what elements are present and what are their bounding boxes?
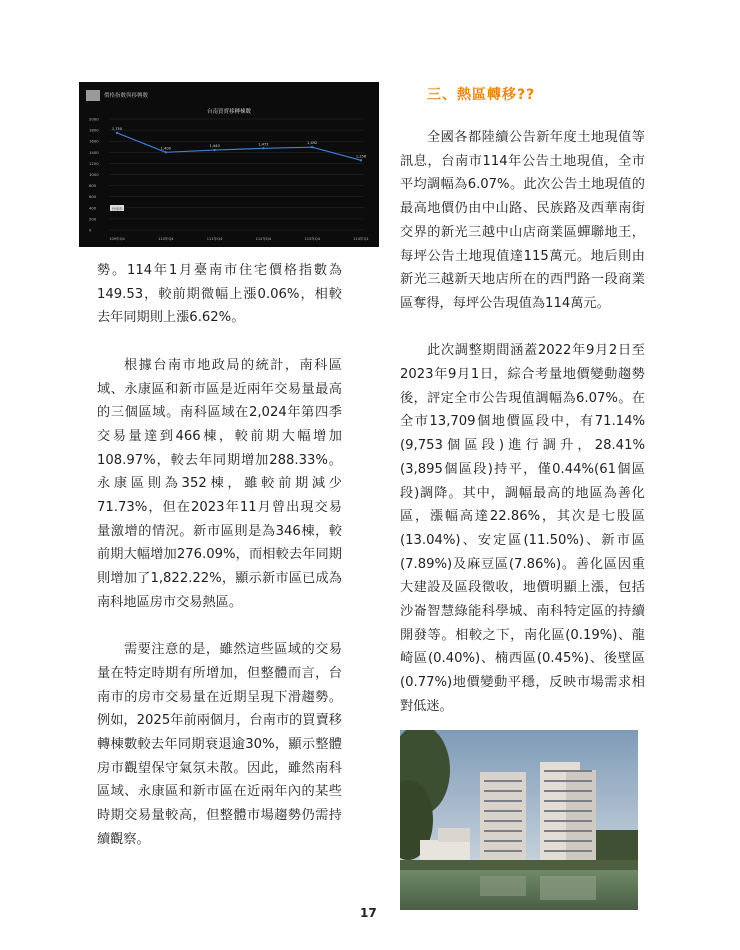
- chart-y-tick-label: 1200: [89, 160, 99, 166]
- chart-x-tick-label: 113年Q4: [304, 237, 320, 241]
- chart-data-point: [360, 159, 362, 161]
- chart-data-point: [262, 147, 264, 149]
- left-paragraph-1: 勢。114年1月臺南市住宅價格指數為149.53，較前期微幅上漲0.06%，相較去年同期則上漲6.62%。: [97, 263, 342, 326]
- chart-y-tick-label: 0: [89, 227, 92, 233]
- chart-svg: [79, 82, 379, 247]
- chart-series-line: [117, 133, 361, 160]
- right-paragraph-2: 此次調整期間涵蓋2022年9月2日至2023年9月1日，綜合考量地價變動趨勢後，評定全市公告現值調幅為6.07%。在全市13,709個地價區段中，有71.14%(9,753個區段)進行調升，28.41%(3,895個區段)持平，僅0.44%(61個區段)調降。其中，調幅最高的地區為善化區，漲幅高達22.86%，其次是七股區(13.04%)、安定區(11.50%)、新市區(7.89%)及麻豆區(7.86%)。善化區因重大建設及區段徵收，地價明顯上漲，包括沙崙智慧綠能科學城、南科特定區的持續開發等。相較之下，南化區(0.19%)、龍崎區(0.40%)、楠西區(0.45%)、後壁區(0.77%)地價變動平穩，反映市場需求相對低迷。: [400, 343, 645, 714]
- chart-data-label: 1,440: [209, 144, 220, 149]
- chart-x-tick-label: 112年Q4: [255, 237, 272, 241]
- building-photo-svg: [400, 730, 638, 910]
- right-column: [400, 126, 645, 719]
- chart-x-tick-label: 109年Q4: [109, 237, 125, 241]
- chart-y-tick-label: 2000: [89, 116, 99, 122]
- chart-data-point: [213, 149, 215, 151]
- section-heading: 三、熱區轉移??: [427, 87, 536, 103]
- left-paragraph-3: 需要注意的是，雖然這些區域的交易量在特定時期有所增加，但整體而言，台南市的房市交易量在近期呈現下滑趨勢。例如，2025年前兩個月，台南市的買賣移轉棟數較去年同期衰退逾30%，顯示整體房市觀望保守氣氛未散。因此，雖然南科區域、永康區和新市區在近兩年內的某些時期交易量較高，但整體市場趨勢仍需持續觀察。: [97, 642, 342, 847]
- chart-legend-label: 台南市: [111, 206, 123, 211]
- left-column: [97, 259, 342, 852]
- chart-y-tick-label: 200: [89, 216, 97, 222]
- chart-title: 台南買賣移轉棟數: [206, 109, 252, 115]
- building-photo: [400, 730, 638, 910]
- page-number: 17: [360, 906, 377, 920]
- chart-y-tick-label: 1400: [89, 149, 99, 155]
- chart-data-label: 1,472: [258, 142, 269, 147]
- right-paragraph-1: 全國各都陸續公告新年度土地現值等訊息，台南市114年公告土地現值，全市平均調幅為6.07%。此次公告土地現值的最高地價仍由中山路、民族路及西華南街交界的新光三越中山店商業區蟬聯地王，每坪公告土地現值達115萬元。地后則由新光三越新天地店所在的西門路一段商業區奪得，每坪公告現值為114萬元。: [400, 130, 645, 311]
- chart-data-label: 1,256: [355, 154, 367, 159]
- chart-y-tick-label: 1800: [89, 127, 99, 133]
- chart-y-tick-label: 1600: [89, 138, 99, 144]
- chart-y-tick-label: 400: [89, 205, 97, 211]
- chart-y-tick-label: 600: [89, 194, 97, 200]
- chart-logo-text: 價格指數與移轉數: [104, 93, 149, 99]
- chart-x-tick-label: 110年Q4: [158, 237, 174, 241]
- chart-data-label: 1,750: [111, 126, 123, 131]
- chart-logo-icon: [86, 90, 100, 101]
- chart-x-tick-label: 114年Q1: [353, 237, 369, 241]
- price-chart: [79, 82, 379, 247]
- chart-x-tick-label: 111年Q4: [206, 237, 223, 241]
- chart-data-point: [311, 146, 313, 148]
- chart-data-label: 1,400: [160, 146, 171, 151]
- left-paragraph-2: 根據台南市地政局的統計，南科區域、永康區和新市區是近兩年交易量最高的三個區域。南科區域在2,024年第四季交易量達到466棟，較前期大幅增加108.97%，較去年同期增加288.33%。永康區則為352棟，雖較前期減少71.73%，但在2023年11月曾出現交易量激增的情況。新市區則是為346棟，較前期大幅增加276.09%，而相較去年同期則增加了1,822.22%，顯示新市區已成為南科地區房市交易熱區。: [97, 357, 342, 610]
- chart-data-point: [165, 151, 167, 153]
- chart-data-label: 1,492: [307, 141, 318, 146]
- chart-data-point: [116, 132, 118, 134]
- chart-y-tick-label: 1000: [89, 172, 99, 177]
- chart-y-tick-label: 800: [89, 183, 97, 189]
